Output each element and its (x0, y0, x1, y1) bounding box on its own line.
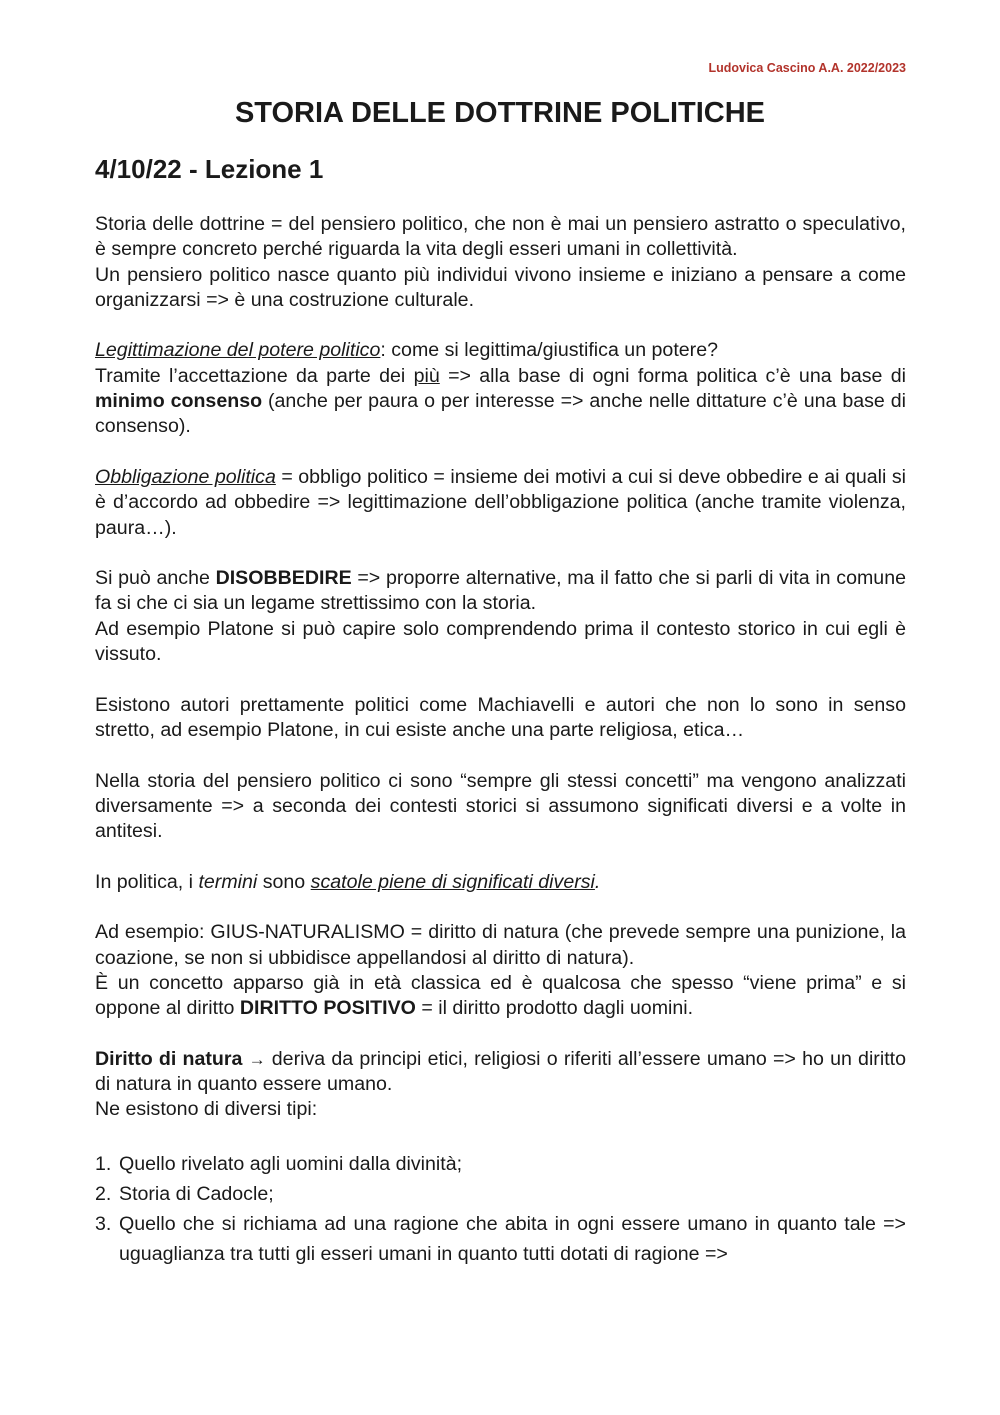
termini-dot: . (594, 870, 601, 893)
paragraph-diritto-natura (95, 1047, 906, 1123)
list-item (95, 1149, 906, 1179)
intro-line-1: Storia delle dottrine = del pensiero politico, che non è mai un pensiero astratto o speculativo, è sempre concreto perché riguarda la vita degli esseri umani in collettività. (95, 213, 906, 261)
disobbedire-text-2: => proporre alternative, ma il fatto che si parli di vita in comune fa si che ci sia un legame strettissimo con la storia. (95, 567, 906, 615)
paragraph-autori: Esistono autori prettamente politici come Machiavelli e autori che non lo sono in senso stretto, ad esempio Platone, in cui esiste anche una parte religiosa, etica… (95, 693, 906, 741)
bold-disobbedire: DISOBBEDIRE (215, 567, 352, 590)
paragraph-intro (95, 212, 906, 313)
legittimazione-question: : come si legittima/giustifica un potere? (380, 339, 718, 362)
list-item-text: Quello rivelato agli uomini dalla divinità; (119, 1152, 463, 1175)
word-termini: termini (198, 870, 258, 893)
bold-minimo-consenso: minimo consenso (95, 390, 263, 413)
word-piu: più (413, 364, 440, 387)
term-legittimazione: Legittimazione del potere politico (95, 339, 381, 362)
intro-line-2: Un pensiero politico nasce quanto più individui vivono insieme e iniziano a pensare a come organizzarsi => è una costruzione culturale. (95, 263, 906, 311)
list-item-text: Quello che si richiama ad una ragione che abita in ogni essere umano in quanto tale => uguaglianza tra tutti gli esseri umani in quanto tutti dotati di ragione => (119, 1212, 906, 1265)
paragraph-legittimazione (95, 338, 906, 439)
paragraph-obbligazione (95, 465, 906, 541)
diritto-natura-text: deriva da principi etici, religiosi o riferiti all’essere umano => ho un diritto di natura in quanto essere umano. (95, 1047, 906, 1096)
lesson-heading: 4/10/22 - Lezione 1 (95, 154, 324, 184)
numbered-list (95, 1149, 906, 1269)
paragraph-termini (95, 870, 906, 895)
giusnaturalismo-text: Ad esempio: GIUS-NATURALISMO = diritto di natura (che prevede sempre una punizione, la coazione, se non si ubbidisce appellandosi al diritto di natura). (95, 921, 906, 969)
paragraph-disobbedire (95, 566, 906, 667)
legittimazione-text-2: => alla base di ogni forma politica c’è una base di (439, 364, 906, 387)
phrase-scatole: scatole piene di significati diversi (310, 870, 595, 893)
arrow-icon: → (248, 1049, 266, 1069)
document-body (95, 212, 906, 1269)
obbligazione-text: = obbligo politico = insieme dei motivi a cui si deve obbedire e ai quali si è d’accordo ad obbedire => legittimazione dell’obbligazione politica (anche tramite violenza, paura…). (95, 465, 906, 539)
legittimazione-text-3: (anche per paura o per interesse => anche nelle dittature c’è una base di consenso). (95, 390, 907, 438)
concetto-text-2: = il diritto prodotto dagli uomini. (415, 997, 694, 1020)
platone-text: Ad esempio Platone si può capire solo comprendendo prima il contesto storico in cui egli è vissuto. (95, 617, 906, 666)
list-number: 3. (95, 1212, 112, 1235)
list-item (95, 1209, 906, 1269)
list-item (95, 1179, 906, 1209)
bold-diritto-positivo: DIRITTO POSITIVO (239, 997, 416, 1020)
list-item-text: Storia di Cadocle; (119, 1182, 274, 1205)
paragraph-giusnaturalismo (95, 920, 906, 1021)
document-title: STORIA DELLE DOTTRINE POLITICHE (234, 97, 766, 129)
paragraph-concetti: Nella storia del pensiero politico ci sono “sempre gli stessi concetti” ma vengono analizzati diversamente => a seconda dei contesti storici si assumono significati diversi e a volte in antitesi. (95, 769, 906, 843)
disobbedire-text-1: Si può anche (95, 567, 216, 590)
term-obbligazione: Obbligazione politica (95, 465, 276, 488)
legittimazione-text-1: Tramite l’accettazione da parte dei (95, 364, 414, 387)
bold-diritto-natura: Diritto di natura (95, 1047, 243, 1070)
list-number: 2. (95, 1182, 112, 1205)
author-header: Ludovica Cascino A.A. 2022/2023 (708, 61, 906, 75)
termini-text-2: sono (257, 870, 311, 893)
list-number: 1. (95, 1152, 112, 1175)
concetto-text-1: È un concetto apparso già in età classica ed è qualcosa che spesso “viene prima” e si oppone al diritto (95, 971, 906, 1020)
termini-text-1: In politica, i (95, 870, 199, 893)
tipi-text: Ne esistono di diversi tipi: (95, 1098, 318, 1121)
